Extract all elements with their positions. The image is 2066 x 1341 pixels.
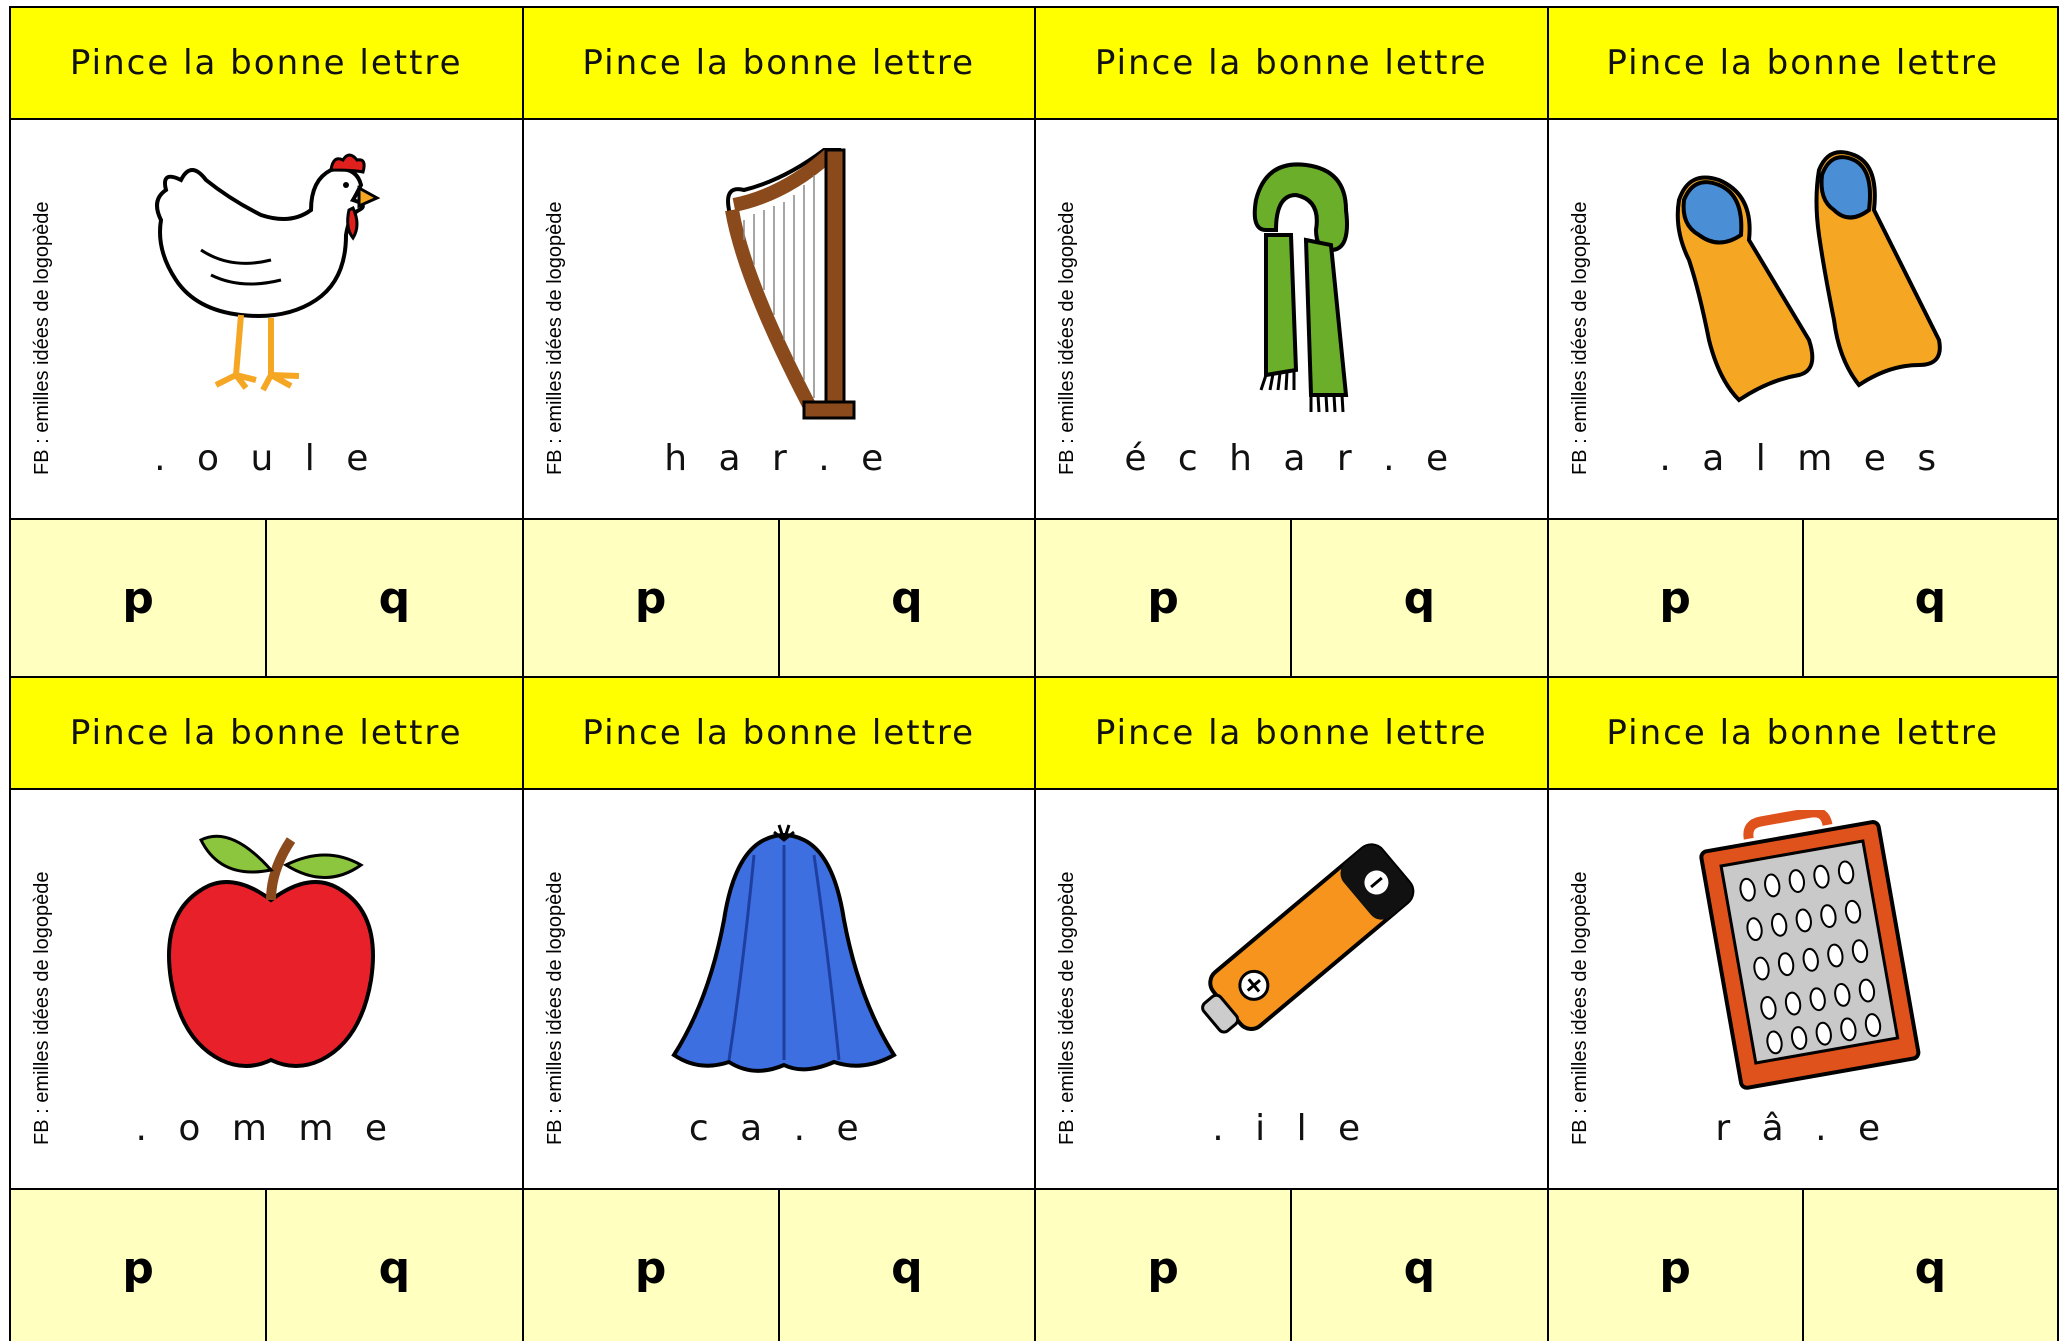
- card-body: [1549, 120, 2058, 520]
- word-to-complete: h a r . e: [664, 438, 894, 479]
- word-to-complete: r â . e: [1715, 1108, 1891, 1149]
- battery-icon: [1146, 810, 1446, 1090]
- card-title: Pince la bonne lettre: [1606, 713, 2000, 753]
- card-poule: [9, 6, 522, 676]
- letter-choices: [1549, 520, 2058, 676]
- choice-p-button[interactable]: p: [634, 1242, 667, 1294]
- choice-p-button[interactable]: p: [1659, 572, 1691, 624]
- credit-text: FB : emilles idées de logopède: [543, 871, 566, 1145]
- card-sheet: [9, 6, 2059, 1341]
- card-title: Pince la bonne lettre: [1094, 43, 1488, 83]
- choice-q-button[interactable]: q: [265, 520, 521, 676]
- card-title: Pince la bonne lettre: [1606, 43, 2000, 83]
- word-to-complete: é c h a r . e: [1124, 438, 1459, 479]
- credit-text: FB : emilles idées de logopède: [1056, 201, 1078, 475]
- card-title: Pince la bonne lettre: [1094, 713, 1488, 753]
- card-header: [1549, 678, 2058, 790]
- card-pile: [1034, 676, 1547, 1341]
- choice-p-button[interactable]: p: [122, 1242, 154, 1294]
- card-echarpe: [1034, 6, 1547, 676]
- card-body: [11, 790, 522, 1190]
- card-body: [524, 790, 1035, 1190]
- card-header: [11, 8, 522, 120]
- letter-choices: [11, 520, 522, 676]
- card-title: Pince la bonne lettre: [582, 713, 976, 753]
- card-body: [1549, 790, 2058, 1190]
- card-palmes: [1547, 6, 2060, 676]
- card-title: Pince la bonne lettre: [69, 713, 463, 753]
- choice-p-button[interactable]: p: [1659, 1242, 1691, 1294]
- card-body: [1036, 790, 1547, 1190]
- choice-q-button[interactable]: q: [778, 520, 1034, 676]
- choice-p-button[interactable]: p: [1147, 1242, 1179, 1294]
- letter-choices: [1036, 1190, 1547, 1341]
- card-header: [1549, 8, 2058, 120]
- choice-q-button[interactable]: q: [1802, 520, 2057, 676]
- card-title: Pince la bonne lettre: [582, 43, 976, 83]
- card-header: [524, 678, 1035, 790]
- choice-q-button[interactable]: q: [1290, 520, 1546, 676]
- letter-choices: [1036, 520, 1547, 676]
- card-header: [1036, 8, 1547, 120]
- word-to-complete: . o m m e: [135, 1108, 398, 1149]
- flippers-icon: [1659, 140, 1959, 420]
- card-header: [524, 8, 1035, 120]
- letter-choices: [524, 520, 1035, 676]
- word-to-complete: . i l e: [1212, 1108, 1371, 1149]
- scarf-icon: [1146, 140, 1446, 420]
- credit-text: FB : emilles idées de logopède: [543, 201, 566, 475]
- harp-icon: [634, 140, 934, 420]
- word-to-complete: . a l m e s: [1659, 438, 1947, 479]
- chicken-icon: [121, 140, 421, 420]
- word-to-complete: c a . e: [688, 1108, 869, 1149]
- card-header: [1036, 678, 1547, 790]
- credit-text: FB : emilles idées de logopède: [31, 871, 53, 1145]
- letter-choices: [524, 1190, 1035, 1341]
- card-body: [524, 120, 1035, 520]
- card-title: Pince la bonne lettre: [69, 43, 463, 83]
- cape-icon: [634, 810, 934, 1090]
- grater-icon: [1659, 810, 1959, 1090]
- choice-p-button[interactable]: p: [634, 572, 667, 624]
- word-to-complete: . o u l e: [154, 438, 379, 479]
- card-cape: [522, 676, 1035, 1341]
- card-pomme: [9, 676, 522, 1341]
- card-harpe: [522, 6, 1035, 676]
- choice-p-button[interactable]: p: [122, 572, 154, 624]
- apple-icon: [121, 810, 421, 1090]
- credit-text: FB : emilles idées de logopède: [1056, 871, 1078, 1145]
- choice-q-button[interactable]: q: [1290, 1190, 1546, 1341]
- credit-text: FB : emilles idées de logopède: [1568, 871, 1591, 1145]
- credit-text: FB : emilles idées de logopède: [1568, 201, 1591, 475]
- card-body: [1036, 120, 1547, 520]
- choice-q-button[interactable]: q: [778, 1190, 1034, 1341]
- letter-choices: [11, 1190, 522, 1341]
- choice-q-button[interactable]: q: [265, 1190, 521, 1341]
- card-body: [11, 120, 522, 520]
- letter-choices: [1549, 1190, 2058, 1341]
- choice-p-button[interactable]: p: [1147, 572, 1179, 624]
- choice-q-button[interactable]: q: [1802, 1190, 2057, 1341]
- credit-text: FB : emilles idées de logopède: [31, 201, 53, 475]
- card-rape: [1547, 676, 2060, 1341]
- card-header: [11, 678, 522, 790]
